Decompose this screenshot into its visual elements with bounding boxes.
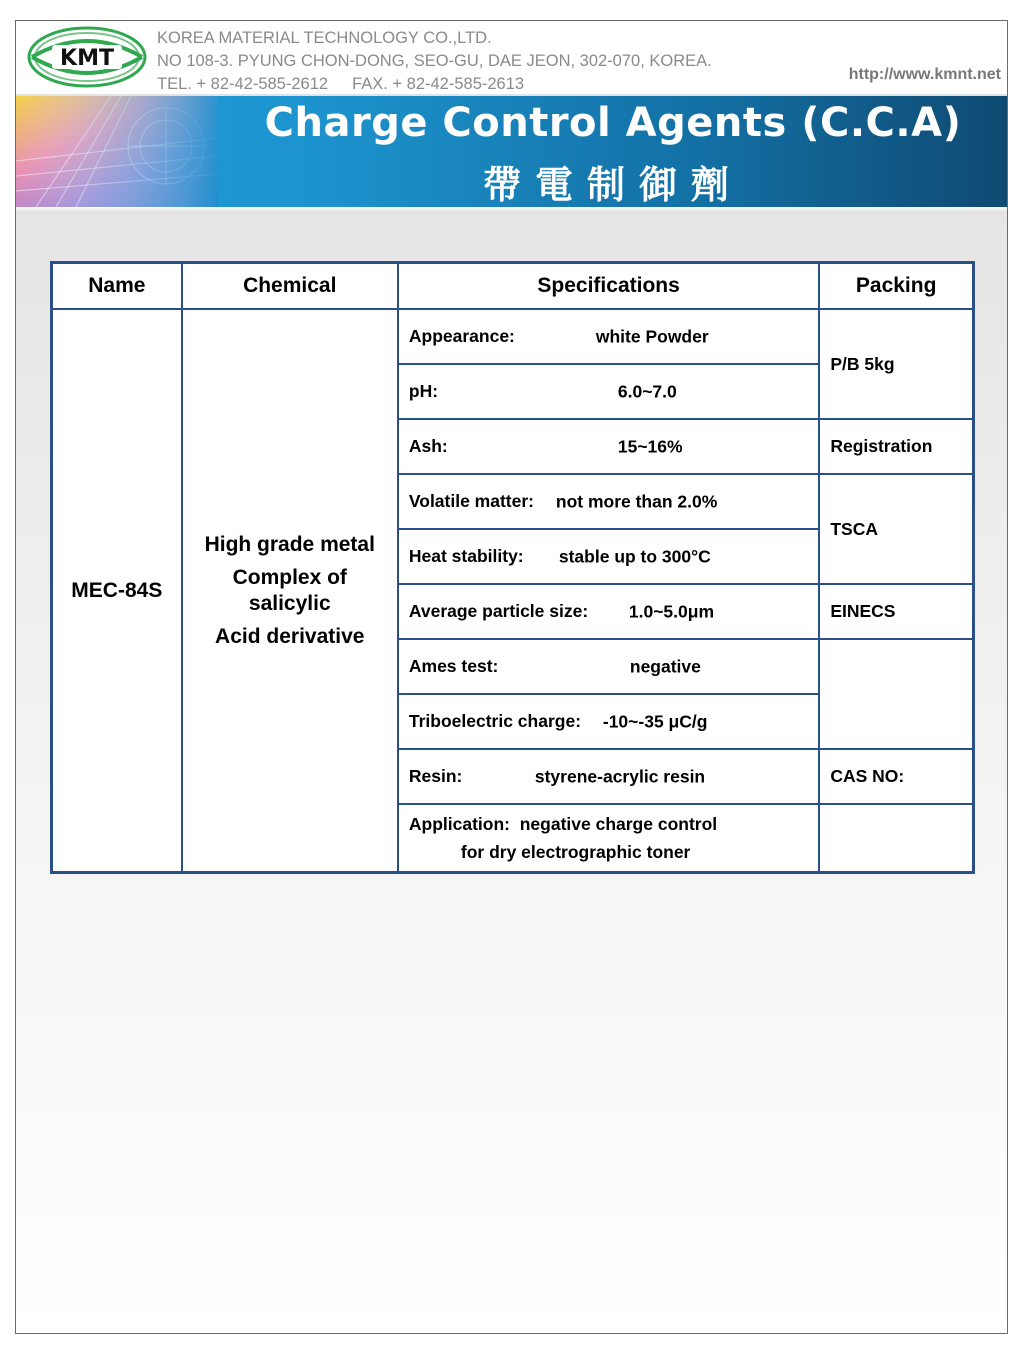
page-title: Charge Control Agents (C.C.A) <box>264 100 962 146</box>
spec-appearance <box>398 309 819 364</box>
packing-empty <box>819 639 973 749</box>
spec-value: stable up to 300°C <box>558 546 711 566</box>
packing-tsca: TSCA <box>819 474 973 584</box>
application-line-2: for dry electrographic toner <box>460 842 691 862</box>
company-address: NO 108-3. PYUNG CHON-DONG, SEO-GU, DAE JEON, 302-070, KOREA. <box>157 52 712 70</box>
chemical-description <box>182 309 398 873</box>
column-header-name: Name <box>52 263 182 310</box>
spec-label: Ash: <box>408 436 448 456</box>
chemical-line: Complex of <box>232 565 347 589</box>
spec-value: -10~-35 μC/g <box>602 711 708 731</box>
spec-label: Triboelectric charge: <box>408 711 582 731</box>
page-subtitle-kanji: 帶電制御劑 <box>482 163 743 207</box>
company-name: KOREA MATERIAL TECHNOLOGY CO.,LTD. <box>157 29 492 47</box>
header-divider <box>16 207 1007 213</box>
telephone: TEL. + 82-42-585-2612 <box>157 75 329 93</box>
spec-value: styrene-acrylic resin <box>534 766 706 786</box>
spec-value: white Powder <box>595 326 709 346</box>
packing-empty <box>819 804 973 873</box>
packing-einecs: EINECS <box>819 584 973 639</box>
document-page <box>15 20 1008 1334</box>
table-header-row <box>52 263 974 310</box>
spec-label: Appearance: <box>408 326 515 346</box>
application-line-1: negative charge control <box>519 814 718 834</box>
spec-ames-test <box>398 639 819 694</box>
chemical-line: High grade metal <box>204 532 375 556</box>
spec-value: negative <box>629 656 701 676</box>
spec-particle-size <box>398 584 819 639</box>
packing-size: P/B 5kg <box>819 309 973 419</box>
spec-value: 6.0~7.0 <box>617 381 677 401</box>
spec-application <box>398 804 819 873</box>
decorative-banner-image <box>16 96 218 207</box>
spec-value: 15~16% <box>617 436 683 456</box>
spec-triboelectric-charge <box>398 694 819 749</box>
spec-value: 1.0~5.0μm <box>628 601 715 621</box>
spec-label: Volatile matter: <box>408 491 534 511</box>
spec-volatile-matter <box>398 474 819 529</box>
packing-registration: Registration <box>819 419 973 474</box>
spec-ph <box>398 364 819 419</box>
chemical-line: Acid derivative <box>215 624 365 648</box>
letterhead <box>16 21 1007 94</box>
column-header-packing: Packing <box>819 263 973 310</box>
spec-label: Average particle size: <box>408 601 589 621</box>
spec-label: Application: <box>408 814 510 834</box>
fax: FAX. + 82-42-585-2613 <box>352 75 525 93</box>
spec-label: pH: <box>408 381 439 401</box>
title-banner <box>16 96 1007 207</box>
packing-cas-no: CAS NO: <box>819 749 973 804</box>
spec-label: Heat stability: <box>408 546 524 566</box>
spec-value: not more than 2.0% <box>555 491 718 511</box>
specification-table <box>50 261 975 874</box>
company-contact <box>157 73 712 96</box>
spec-label: Ames test: <box>408 656 499 676</box>
logo-text: KMT <box>60 46 114 71</box>
spec-resin <box>398 749 819 804</box>
column-header-specifications: Specifications <box>398 263 819 310</box>
product-name: MEC-84S <box>52 309 182 873</box>
column-header-chemical: Chemical <box>182 263 398 310</box>
kmt-logo <box>26 25 148 89</box>
spec-ash <box>398 419 819 474</box>
website-link[interactable]: http://www.kmnt.net <box>848 66 1001 83</box>
chemical-line: salicylic <box>248 591 331 615</box>
company-info <box>157 27 712 96</box>
spec-label: Resin: <box>408 766 463 786</box>
spec-heat-stability <box>398 529 819 584</box>
table-row <box>52 309 974 364</box>
